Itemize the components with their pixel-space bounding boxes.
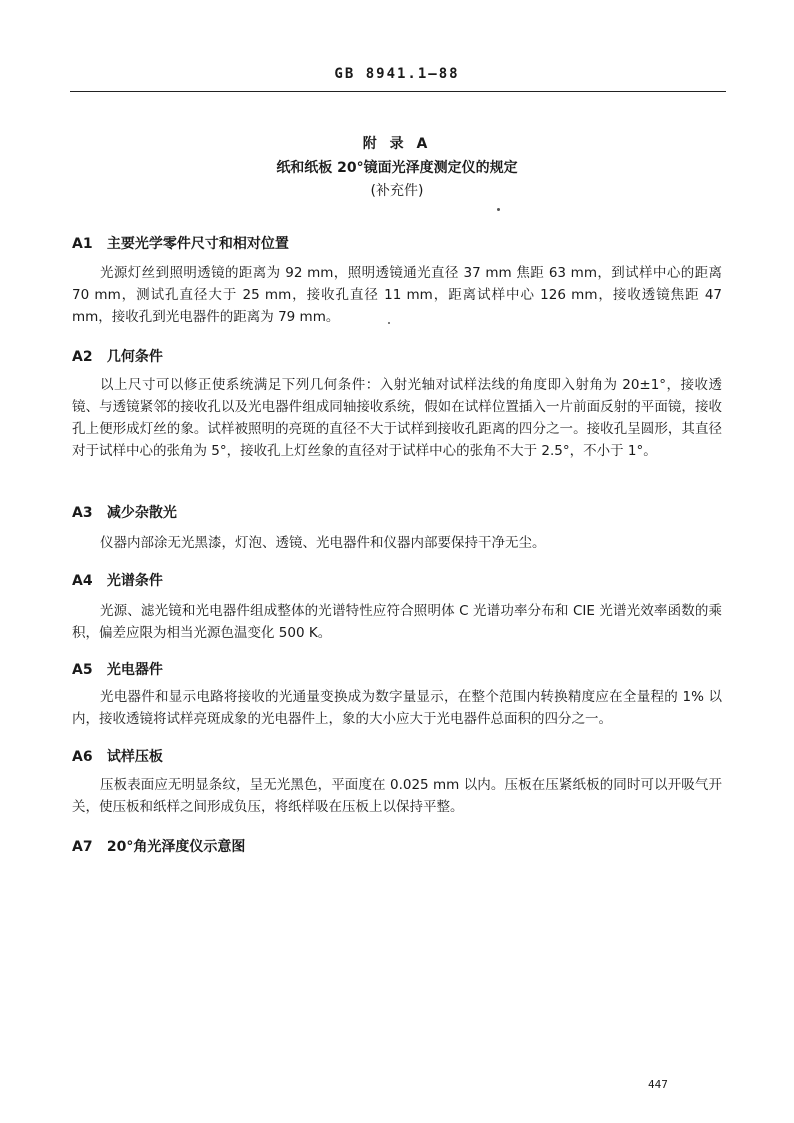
section-heading-a4 bbox=[72, 570, 163, 590]
section-title: 减少杂散光 bbox=[106, 505, 177, 521]
section-heading-a1 bbox=[72, 233, 289, 253]
section-heading-a2 bbox=[72, 346, 163, 366]
section-body-a2: 以上尺寸可以修正使系统满足下列几何条件：入射光轴对试样法线的角度即入射角为 20±1°，接收透镜、与透镜紧邻的接收孔以及光电器件组成同轴接收系统，假如在试样位置插入一片前面反射的平面镜，接收孔上便形成灯丝的象。试样被照明的亮斑的直径不大于试样到接收孔距离的四分之一。接收孔呈圆形，其直径对于试样中心的张角为 5°，接收孔上灯丝象的直径对于试样中心的张角不大于 2.5°，不小于 1°。 bbox=[72, 377, 722, 459]
scan-speck bbox=[388, 322, 390, 324]
annex-subtitle: 纸和纸板 20°镜面光泽度测定仪的规定 bbox=[276, 160, 518, 176]
section-body-a6: 压板表面应无明显条纹，呈无光黑色，平面度在 0.025 mm 以内。压板在压紧纸板的同时可以开吸气开关，使压板和纸样之间形成负压，将纸样吸在压板上以保持平整。 bbox=[72, 777, 722, 815]
section-title: 试样压板 bbox=[106, 749, 163, 765]
section-title: 主要光学零件尺寸和相对位置 bbox=[106, 236, 289, 252]
section-number: A2 bbox=[72, 349, 93, 365]
section-body-a5: 光电器件和显示电路将接收的光通量变换成为数字量显示，在整个范围内转换精度应在全量程的 1% 以内，接收透镜将试样亮斑成象的光电器件上，象的大小应大于光电器件总面积的四分之一。 bbox=[72, 689, 722, 727]
section-number: A5 bbox=[72, 662, 93, 678]
section-title: 几何条件 bbox=[106, 349, 163, 365]
section-body-a1: 光源灯丝到照明透镜的距离为 92 mm，照明透镜通光直径 37 mm 焦距 63 mm，到试样中心的距离 70 mm，测试孔直径大于 25 mm，接收孔直径 11 mm，距离试样中心 126 mm，接收透镜焦距 47 mm，接收孔到光电器件的距离为 79 mm。 bbox=[72, 265, 722, 325]
section-number: A1 bbox=[72, 236, 93, 252]
standard-code: GB 8941.1—88 bbox=[334, 66, 460, 82]
section-heading-a7 bbox=[72, 836, 245, 856]
section-title: 光谱条件 bbox=[106, 573, 163, 589]
section-heading-a5 bbox=[72, 659, 163, 679]
annex-title: 附 录 A bbox=[362, 136, 432, 152]
section-number: A4 bbox=[72, 573, 93, 589]
section-body-a4: 光源、滤光镜和光电器件组成整体的光谱特性应符合照明体 C 光谱功率分布和 CIE 光谱光效率函数的乘积，偏差应限为相当光源色温变化 500 K。 bbox=[72, 603, 722, 641]
section-heading-a6 bbox=[72, 746, 163, 766]
annex-note: (补充件) bbox=[370, 183, 424, 199]
section-number: A6 bbox=[72, 749, 93, 765]
section-title: 光电器件 bbox=[106, 662, 163, 678]
section-body-a3: 仪器内部涂无光黑漆，灯泡、透镜、光电器件和仪器内部要保持干净无尘。 bbox=[100, 535, 546, 551]
section-number: A7 bbox=[72, 839, 93, 855]
header-rule bbox=[70, 91, 726, 92]
scan-speck bbox=[497, 208, 500, 211]
section-number: A3 bbox=[72, 505, 93, 521]
page-number: 447 bbox=[648, 1078, 668, 1091]
section-heading-a3 bbox=[72, 502, 177, 522]
section-title: 20°角光泽度仪示意图 bbox=[106, 839, 246, 855]
